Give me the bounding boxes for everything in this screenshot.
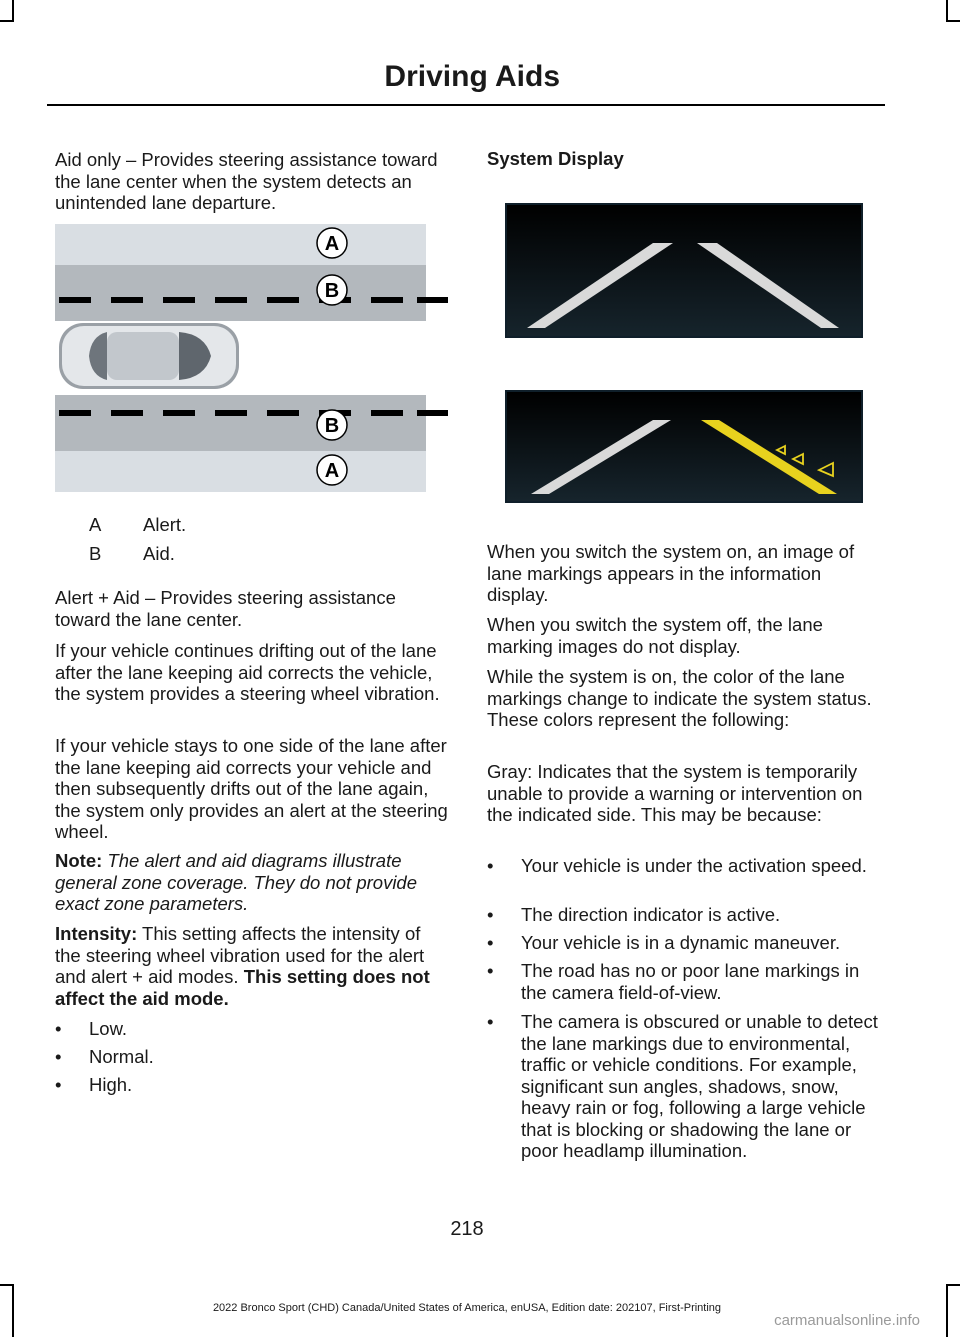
vehicle-top-view — [59, 323, 239, 389]
crop-mark — [0, 1284, 14, 1286]
reason-activation-speed: Your vehicle is under the activation speed. — [521, 855, 867, 876]
svg-text:B: B — [324, 280, 340, 302]
note-text: The alert and aid diagrams illustrate general zone coverage. They do not provide exact zone parameters. — [55, 850, 418, 914]
list-item: • The direction indicator is active. — [487, 904, 882, 926]
intensity-bold-text: This setting does not affect the aid mode. — [55, 966, 430, 1009]
svg-text:A: A — [324, 460, 340, 482]
intensity-label: Intensity: — [55, 923, 138, 944]
legend-text-alert: Alert. — [143, 514, 187, 535]
aid-zone-band — [55, 395, 426, 451]
label-a-top — [317, 228, 347, 258]
stays-paragraph: If your vehicle stays to one side of the lane after the lane keeping aid corrects your vehicle and then subsequently drifts out of the lane again, the system only provides an alert at the steering wheel. — [55, 735, 448, 842]
aid-zone-band — [55, 265, 426, 321]
crop-mark — [946, 1284, 960, 1286]
intensity-option-high: High. — [89, 1074, 133, 1095]
color-intro-paragraph: While the system is on, the color of the lane markings change to indicate the system status. These colors represent the following: — [487, 666, 872, 730]
section-title: Driving Aids — [384, 60, 560, 93]
switch-off-paragraph: When you switch the system off, the lane marking images do not display. — [487, 614, 823, 657]
crop-mark — [12, 0, 14, 22]
lane-zone-diagram — [55, 224, 448, 492]
legend-text-aid: Aid. — [143, 543, 175, 564]
crop-mark — [946, 1284, 948, 1337]
crop-mark — [946, 0, 948, 22]
list-item: • Your vehicle is in a dynamic maneuver. — [487, 932, 882, 954]
drifting-paragraph: If your vehicle continues drifting out of the lane after the lane keeping aid corrects the vehicle, the system provides a steering wheel vibration. — [55, 640, 440, 704]
legend-key-a: A — [89, 514, 102, 535]
list-item: • Your vehicle is under the activation speed. — [487, 855, 882, 899]
intensity-option-normal: Normal. — [89, 1046, 154, 1067]
edition-footer: 2022 Bronco Sport (CHD) Canada/United States of America, enUSA, Edition date: 202107, First-Printing — [212, 1302, 722, 1314]
label-a-bottom — [317, 455, 347, 485]
legend-key-b: B — [89, 543, 102, 564]
reason-dynamic-maneuver: Your vehicle is in a dynamic maneuver. — [521, 932, 841, 953]
aid-only-paragraph: Aid only – Provides steering assistance toward the lane center when the system detects an unintended lane departure. — [55, 149, 438, 213]
alert-aid-paragraph: Alert + Aid – Provides steering assistance toward the lane center. — [55, 587, 396, 630]
gray-paragraph: Gray: Indicates that the system is temporarily unable to provide a warning or intervention on the indicated side. This may be because: — [487, 761, 863, 825]
lane-display-warning — [505, 390, 863, 503]
crop-mark — [946, 20, 960, 22]
reason-poor-lane-markings: The road has no or poor lane markings in the camera field-of-view. — [521, 960, 860, 1003]
intensity-paragraph — [55, 923, 448, 1009]
list-item: • Normal. — [55, 1046, 154, 1067]
crop-mark — [0, 20, 14, 22]
switch-on-paragraph: When you switch the system on, an image of lane markings appears in the information display. — [487, 541, 855, 605]
label-b-bottom — [317, 410, 347, 440]
system-display-heading: System Display — [487, 148, 624, 169]
list-item: • The camera is obscured or unable to detect the lane markings due to environmental, traffic or vehicle conditions. For example, significant sun angles, shadows, snow, heavy rain or fog, following a large vehicle that is blocking or shadowing the lane or poor headlamp illumination. — [487, 1011, 882, 1181]
reason-direction-indicator: The direction indicator is active. — [521, 904, 781, 925]
note-paragraph — [55, 850, 448, 915]
svg-text:A: A — [324, 233, 340, 255]
svg-text:B: B — [324, 415, 340, 437]
reason-camera-obscured: The camera is obscured or unable to detect the lane markings due to environmental, traffic or vehicle conditions. For example, significant sun angles, shadows, snow, heavy rain or fog, following a large vehicle that is blocking or shadowing the lane or poor headlamp illumination. — [521, 1011, 878, 1161]
header-rule — [47, 104, 885, 106]
list-item: • The road has no or poor lane markings in the camera field-of-view. — [487, 960, 882, 1004]
list-item: • High. — [55, 1074, 133, 1095]
note-label: Note: — [55, 850, 103, 871]
lane-display-normal — [505, 203, 863, 338]
intensity-text: This setting affects the intensity of the steering wheel vibration used for the alert and alert + aid modes. — [55, 923, 425, 987]
watermark[interactable]: carmanualsonline.info — [774, 1312, 920, 1329]
intensity-option-low: Low. — [89, 1018, 128, 1039]
list-item: • Low. — [55, 1018, 128, 1039]
label-b-top — [317, 275, 347, 305]
page-number: 218 — [450, 1218, 484, 1240]
